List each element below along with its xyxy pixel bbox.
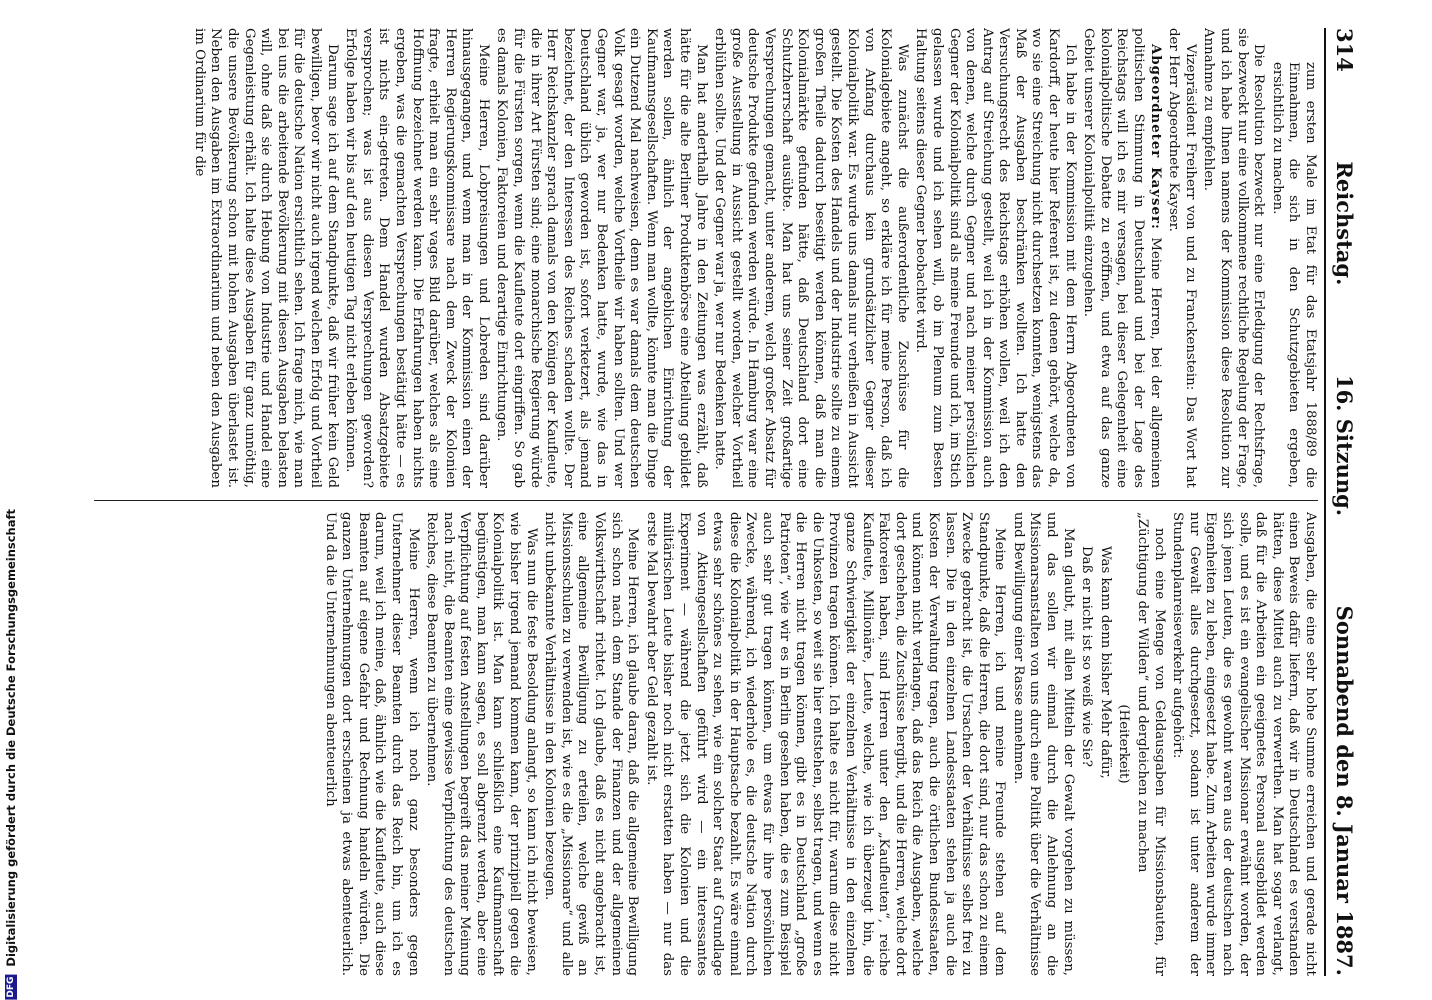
paragraph xyxy=(1169,512,1318,976)
paragraph xyxy=(711,28,910,488)
column-divider xyxy=(94,500,1318,501)
publication-title: Reichstag. xyxy=(1332,161,1358,286)
paragraph xyxy=(1200,28,1266,488)
paragraph xyxy=(1078,512,1095,976)
paragraph-text: Vizepräsident Freiherr von und zu Franckenstein: Das Wort hat der Herr Abgeordnete Kayser. xyxy=(1166,28,1198,488)
paragraph-text: Die Resolution bezweckt nur eine Erledigung der Rechtsfrage, sie bezweckt nur eine vollkommene rechtliche Regelung der Frage, und ich habe Ihnen namens der Kommission diese Resolution zur Annahme zu empfehlen. xyxy=(1201,28,1267,488)
page-number: 314 xyxy=(1332,28,1358,72)
paragraph-text: (Heiterkeit) xyxy=(1116,704,1132,784)
paragraph xyxy=(423,512,539,976)
credit-text: Digitalisierung gefördert durch die Deutsche Forschungsgemeinschaft xyxy=(4,509,18,967)
paragraph-text: Was nun die feste Besoldung anlangt, so kann ich nicht beweisen, wie bisher irgend jemand kommen kann, der prinzipiell gegen die Kolonialpolitik ist. Man kann schließlich eine Kaufmannschaft begünstigen, man kann sagen, es soll abgrenzt werden, aber eine Verpflichtung auf festen Anstellungen begreift das meiner Meinung nach nicht, die Beamten eine gewisse Verpflichtung des deutschen Reiches, diese Beamten zu übernehmen. xyxy=(424,512,539,976)
paragraph-text: Meine Herren, Lobpreisungen und Lobreden sind darüber hinausgegangen, und wenn man in der Kommission einen der Herren Regierungskommissare nach dem Zweck der Kolonien fragte, erhielt man ein sehr vages Bild darüber, welches als eine Hoffnung bezeichnet werden kann. Die Erfahrungen haben nichts ergeben, was die gemachten Versprechungen bestätigt hätte — es ist nichts ein-getreten. Dem Handel wurden Absatzgebiete versprochen; was ist aus diesen Versprechungen geworden? Erfolge haben wir bis auf den heutigen Tag nicht erleben können. xyxy=(343,28,491,488)
paragraph-text: Man hat anderthalb Jahre in den Zeitungen was erzählt, daß hätte für die alte Berliner Produktenbörse eine Abteilung gebildet werden sollen, ähnlich der angeblichen Einrichtung der Kaufmannsgesellschaften. Wenn man wollte, könnte man die Dinge ein Dutzend Mal nachweisen, denn es war damals dem deutschen Volk gesagt worden, welche Vortheile wir haben sollten. Und wer Gegner war, ja, wer nur Bedenken hatte, wurde, wie das in Deutschland üblich geworden ist, sofort verketzert, als jemand bezeichnet, der den Interessen des Reiches schaden wollte. Der Herr Reichskanzler sprach damals von den Königen der Kaufleute, die in ihrer Art Fürsten sind; eine monarchische Regierung würde für die Fürsten sorgen, wenn die Kaufleute dort eingriffen. So gab es damals Kolonien, Faktoreien und derartige Einrichtungen. xyxy=(494,28,709,488)
speaker-paragraph xyxy=(1080,28,1163,488)
paragraph xyxy=(1096,512,1113,976)
paragraph-text: Darum sage ich auf dem Standpunkte, daß wir früher kein Geld bewilligen, bevor wir nicht auch irgend welchen Erfolg und Vortheil für die deutsche Nation ersichtlich sehen. Ich frage mich, wie man bei uns die arbeitende Bevölkerung mit diesen Ausgaben belasten will, ohne daß sie durch Hebung von Industrie und Handel eine Gegenleistung erhält. Ich halte diese Ausgaben für ganz unnöthig, die unsere Bevölkerung schon mit hohen Ausgaben überlastet ist. Neben den Ausgaben im Extraordinarium und neben den Ausgaben im Ordinarium für die xyxy=(191,28,340,488)
paragraph-text: zum ersten Male im Etat für das Etatsjahr 1888/89 die Einnahmen, die sich in den Schutzgebieten ergeben, ersichtlich zu machen. xyxy=(1269,62,1318,488)
paragraph-text: Was zunächst die außerordentliche Zuschüsse für die Kolonialgebiete angeht, so erkläre ich für meine Person, daß ich von Anfang durchaus kein grundsätzlicher Gegner dieser Kolonialpolitik war. Es wurde uns damals nur verheißen in Aussicht gestellt. Die Kosten des Handels und der Industrie sollte zu einem großen Theile dadurch beseitigt werden können, daß man die Kolonialmärkte gefunden hätte, daß Deutschland dort eine Schutzherrschaft ausübte. Man hat uns seiner Zeit großartige Versprechungen gemacht, unter anderem, welch großer Absatz für deutsche Produkte gefunden werden würde. In Hamburg war eine große Ausstellung in Aussicht gestellt worden, welcher Vortheil erblühen sollte. Und der Gegner war ja, wer nur Bedenken hatte. xyxy=(712,28,910,488)
paragraph xyxy=(493,28,709,488)
paragraph xyxy=(1115,512,1132,976)
issue-date: Sonnabend den 8. Januar 1887. xyxy=(1332,605,1358,976)
right-column xyxy=(94,512,1318,976)
paragraph xyxy=(1268,28,1318,488)
paragraph xyxy=(1009,512,1075,976)
paragraph-text: Meine Herren, ich und meine Freunde stehen auf dem Standpunkte, daß die Herren, die dort sind, nur das schon zu einem Zwecke gebracht ist, die Ursachen der Verhältnisse selbst frei zu lassen. Die in den einzelnen Landesstaaten stehen ja auch die Kosten der Verwaltung tragen, auch die örtlichen Bundesstaaten, und können nicht verlangen, daß das Reich die Ausgaben, welche dort geschehen, die Zuschüsse hergibt, und die Herren, welche dort Faktoreien haben, sind Herren unter den „Kaufleuten“, reiche Kaufleute, Millionäre, Leute, welche, wie ich überzeugt bin, die ganze Schwierigkeit der einzelnen Verhältnisse in den einzelnen Provinzen tragen können. Ich halte es nicht für, warum diese nicht die Unkosten, so weit sie hier entstehen, selbst tragen, und wenn es die Herren nicht tragen können, gibt es in Deutschland „große Patrioten“, wie wir es in Berlin gesehen haben, die es zum Beispiel auch sehr gut tragen können, um etwas für ihre persönlichen Zwecke, während, ich wiederhole es, die deutsche Nation durch diese die Kolonialpolitik in der Hauptsache bezahlt. Es wäre einmal etwas sehr schönes zu sehen, wie ein solcher Staat auf Grundlage von Aktiengesellschaften geführt wird — ein interessantes Experiment — während die jetzt sich die Kolonien und die militärischen Leute bisher noch nicht erstatten haben — nur das erste Mal bewahrt aber Geld gezahlt ist. xyxy=(643,512,1008,976)
paragraph xyxy=(541,512,641,976)
session-label: 16. Sitzung. xyxy=(1332,374,1358,517)
paragraph-text: Meine Herren, ich glaube daran, daß die allgemeine Bewilligung sich schon nach dem Stande der Finanzen und der allgemeinen Volkswirthschaft richtet. Ich glaube, daß es nicht angebracht ist, eine allgemeine Bewilligung zu erteilen, welche gewiß an Missionsschulen zu verwenden ist, wie es die „Missionare“ und alle nicht unbekannte Verhältnisse in den Kolonien bezeugen. xyxy=(542,512,641,976)
dfg-logo: DFG xyxy=(6,976,16,998)
paragraph-text: Meine Herren, wenn ich noch ganz besonders gegen Unternehmer dieser Beamten durch das Reich bin, um ich es darum, weil ich meine, daß, ähnlich wie die Kaufleute, auch diese Beamten auf eigene Gefahr und Rechnung handeln würden. Die ganzen Unternehmungen dort erscheinen ja etwas abenteuerlich. Und da die Unternehmungen abenteuerlich xyxy=(322,512,421,976)
paragraph xyxy=(190,28,339,488)
paragraph xyxy=(342,28,491,488)
speaker-name: Abgeordneter Kayser: xyxy=(1147,44,1163,230)
paragraph-text: Daß er nicht ist so weiß wie Sie? xyxy=(1079,546,1095,767)
header-rule xyxy=(1324,28,1326,976)
newspaper-page xyxy=(80,0,1370,1000)
paragraph-text: Ausgaben, die eine sehr hohe Summe erreichen und gerade nicht einen Beweis dafür liefern, daß wir in Deutschland es verstanden hätten, diese Mittel auch zu verwerthen. Man hat sogar verlangt, daß für die Arbeiten ein geeignetes Personal ausgebildet werden solle, und es ist ein evangelischer Missionar erwähnt worden, der sich jenen Leuten, die es gewohnt waren aus der deutschen nach Eigenheiten zu leben, eingesetzt habe. Zum Arbeiten wurde immer nur Gewalt alles durchgesetzt, sodann ist unter anderem der Stundenplanreiseverkehr aufgehört: xyxy=(1170,512,1318,976)
paragraph-text: Ich habe in der Kommission mit dem Herrn Abgeordneten von Kardorff, der heute hier Referent ist, zu denen gehört, welche da, wo sie eine Streichung nicht durchsetzen konnten, wenigstens das Maß der Ausgaben beschränken wollten. Ich hatte den Versuchungsrecht des Reichstags erhöhen wollen, weil ich den Antrag auf Streichung gestellt, weil ich in der Kommission auch von denen, welche durch Gegner und nach meiner persönlichen Gegner der Kolonialpolitik sind als meine Freunde und ich, im Stich gelassen wurde und ich sehen will, ob im Plenum zum Besten Haltung seitens dieser Gegner beobachtet wird. xyxy=(913,28,1078,488)
paragraph xyxy=(1165,28,1198,488)
paragraph-text: Meine Herren, bei der allgemeinen politischen Stimmung in Deutschland und bei der Lage des Reichstags will ich es mir versagen, bei dieser Gelegenheit eine kolonialpolitische Debatte zu eröffnen, und etwa auf das ganze Gebiet unserer Kolonialpolitik einzugehen. xyxy=(1081,28,1163,488)
paragraph xyxy=(642,512,1007,976)
page-header xyxy=(1328,28,1362,976)
paragraph-text: Was kann denn bisher Mehr dafür, xyxy=(1097,546,1113,779)
paragraph xyxy=(912,28,1078,488)
paragraph xyxy=(1133,512,1166,976)
digitization-credit xyxy=(0,509,22,1000)
left-column xyxy=(94,28,1318,488)
paragraph-text: noch eine Menge von Geldausgaben für Missionsbauten, für „Züchtigung der Wilden“ und dergleichen zu machen xyxy=(1135,512,1167,976)
paragraph xyxy=(321,512,421,976)
paragraph-text: Man glaubt, mit allen Mitteln der Gewalt vorgehen zu müssen, und das sollen wir einmal durch die Anlehnung an die Missionarsanstalten von uns durch eine Politik über die Verhältnisse und Bewilligung einer Rasse annehmen. xyxy=(1010,512,1076,976)
